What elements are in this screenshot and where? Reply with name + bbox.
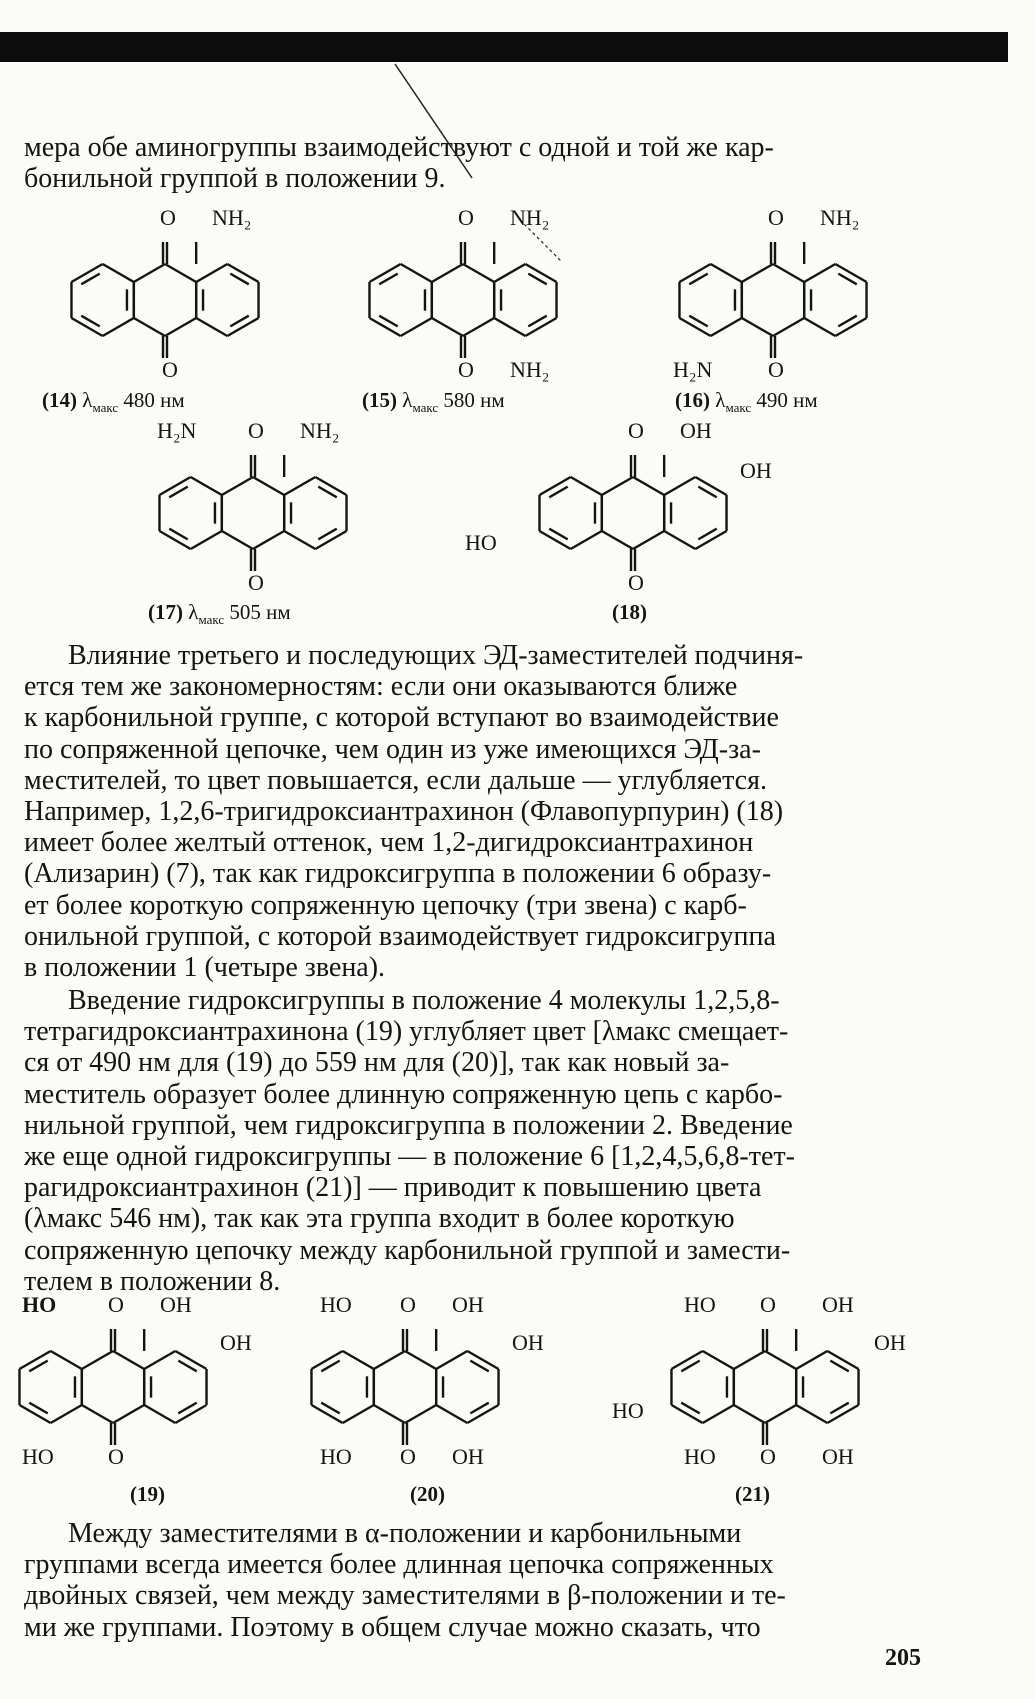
ring-left	[71, 318, 102, 336]
ring-right	[315, 531, 346, 549]
text-line: (Ализарин) (7), так как гидроксигруппа в положении 6 образу-	[24, 858, 772, 890]
ring-left	[343, 1405, 374, 1423]
molecule-18	[465, 418, 785, 598]
anthraquinone-structure	[355, 205, 615, 380]
ring-left	[703, 1405, 734, 1423]
text-line: тетрагидроксиантрахинона (19) углубляет цвет [λмакс смещает-	[24, 1016, 789, 1048]
ring-right	[467, 1351, 498, 1369]
text-line: ся от 490 нм для (19) до 559 нм для (20)], так как новый за-	[24, 1047, 730, 1079]
ring-right	[436, 1351, 467, 1369]
atom-nh2-bottom: NH₂	[510, 357, 550, 382]
ring-center	[405, 1405, 436, 1423]
ring-center	[463, 264, 494, 282]
atom-o-bottom: O	[628, 570, 644, 595]
ring-left	[571, 477, 602, 495]
atom-ho-5: HO	[320, 1444, 352, 1469]
text-line: группами всегда имеется более длинная цепочка сопряженных	[24, 1549, 774, 1581]
ring-right	[284, 477, 315, 495]
text-line: телем в положении 8.	[24, 1265, 281, 1297]
ring-center	[82, 1405, 113, 1423]
ring-left	[311, 1351, 342, 1369]
ring-left	[571, 531, 602, 549]
text-line: двойных связей, чем между заместителями в β-положении и те-	[24, 1580, 786, 1612]
molecule-21	[612, 1292, 932, 1472]
atom-o-top: O	[458, 205, 474, 230]
anthraquinone-structure	[312, 1292, 602, 1467]
ring-right	[196, 264, 227, 282]
molecule-16	[665, 205, 925, 385]
molecule-20	[312, 1292, 602, 1472]
ring-right	[315, 477, 346, 495]
ring-left	[19, 1351, 50, 1369]
ring-center	[134, 318, 165, 336]
atom-nh2: NH₂	[300, 418, 340, 443]
ring-center	[405, 1351, 436, 1369]
ring-right	[827, 1351, 858, 1369]
ring-center	[602, 477, 633, 495]
ring-center	[222, 531, 253, 549]
atom-o-top: O	[768, 205, 784, 230]
ring-right	[796, 1351, 827, 1369]
atom-nh2: NH₂	[212, 205, 252, 230]
text-line: к карбонильной группе, с которой вступают во взаимодействие	[24, 702, 779, 734]
atom-oh-2: OH	[874, 1330, 906, 1355]
atom-o-top: O	[160, 205, 176, 230]
ring-left	[369, 318, 400, 336]
ring-center	[113, 1351, 144, 1369]
text-line: Влияние третьего и последующих ЭД-заместителей подчиня-	[68, 640, 804, 671]
ring-center	[742, 318, 773, 336]
atom-o-bottom: O	[760, 1444, 776, 1469]
caption-17: (17) $\lambda_{макс}$ 505 нм	[148, 600, 291, 628]
top-text	[24, 132, 930, 194]
text-line: местителей, то цвет повышается, если дальше — углубляется.	[24, 764, 767, 796]
ring-left	[703, 1351, 734, 1369]
paragraph-3	[24, 1518, 930, 1643]
ring-right	[284, 531, 315, 549]
text-line: нильной группой, чем гидроксигруппа в положении 2. Введение	[24, 1109, 793, 1141]
ring-right	[175, 1351, 206, 1369]
ring-left	[671, 1351, 702, 1369]
ring-center	[374, 1351, 405, 1369]
atom-o-bottom: O	[458, 357, 474, 382]
ring-center	[165, 264, 196, 282]
atom-ho-6: HO	[612, 1398, 644, 1423]
ring-right	[525, 318, 556, 336]
ring-right	[525, 264, 556, 282]
ring-center	[253, 477, 284, 495]
molecule-17	[145, 418, 405, 598]
ring-left	[311, 1405, 342, 1423]
ring-center	[773, 318, 804, 336]
caption-19: (19)	[130, 1482, 165, 1506]
atom-o-top: O	[400, 1292, 416, 1317]
ring-center	[773, 264, 804, 282]
ring-right	[227, 318, 258, 336]
atom-oh-2: OH	[220, 1330, 252, 1355]
caption-14: (14) $\lambda_{макс}$ 480 нм	[42, 388, 185, 416]
molecule-15	[355, 205, 615, 385]
ring-center	[432, 318, 463, 336]
text-line: мера обе аминогруппы взаимодействуют с одной и той же кар-	[24, 132, 774, 163]
ring-center	[253, 531, 284, 549]
ring-left	[711, 318, 742, 336]
ring-left	[191, 477, 222, 495]
caption-15: (15) $\lambda_{макс}$ 580 нм	[362, 388, 505, 416]
ring-center	[633, 477, 664, 495]
ring-right	[804, 264, 835, 282]
text-line: Введение гидроксигруппы в положение 4 молекулы 1,2,5,8-	[68, 985, 780, 1016]
ring-left	[159, 531, 190, 549]
ring-right	[664, 531, 695, 549]
atom-ho-5: HO	[22, 1444, 54, 1469]
ring-left	[679, 264, 710, 282]
text-line: (λмакс 546 нм), так как эта группа входит в более короткую	[24, 1203, 735, 1235]
ring-right	[835, 318, 866, 336]
caption-21: (21)	[735, 1482, 770, 1506]
atom-oh-1: OH	[680, 418, 712, 443]
text-line: в положении 1 (четыре звена).	[24, 952, 386, 984]
ring-left	[71, 264, 102, 282]
anthraquinone-structure	[612, 1292, 932, 1467]
paragraph-1	[24, 640, 930, 983]
text-line: сопряженную цепочку между карбонильной группой и замести-	[24, 1234, 791, 1266]
atom-oh-2: OH	[512, 1330, 544, 1355]
atom-ho-8: HO	[22, 1292, 57, 1317]
atom-o-top: O	[760, 1292, 776, 1317]
caption-18: (18)	[612, 600, 647, 624]
ring-center	[765, 1405, 796, 1423]
ring-center	[82, 1351, 113, 1369]
anthraquinone-structure	[145, 418, 405, 593]
caption-16: (16) $\lambda_{макс}$ 490 нм	[675, 388, 818, 416]
ring-center	[222, 477, 253, 495]
ring-center	[734, 1405, 765, 1423]
ring-right	[695, 477, 726, 495]
ring-center	[633, 531, 664, 549]
atom-oh-1: OH	[822, 1292, 854, 1317]
atom-nh2: NH₂	[820, 205, 860, 230]
ring-left	[401, 318, 432, 336]
ring-right	[835, 264, 866, 282]
text-line: ет более короткую сопряженную цепочку (три звена) с карб-	[24, 889, 747, 921]
atom-ho-8: HO	[684, 1292, 716, 1317]
ring-right	[664, 477, 695, 495]
ring-center	[113, 1405, 144, 1423]
atom-nh2-top: NH₂	[510, 205, 550, 230]
anthraquinone-structure	[465, 418, 785, 593]
ring-left	[103, 264, 134, 282]
ring-center	[742, 264, 773, 282]
ring-right	[494, 264, 525, 282]
atom-oh-4: OH	[822, 1444, 854, 1469]
ring-center	[602, 531, 633, 549]
molecule-19	[20, 1292, 310, 1472]
text-line: рагидроксиантрахинон (21)] — приводит к повышению цвета	[24, 1172, 762, 1204]
text-line: же еще одной гидроксигруппы — в положение 6 [1,2,4,5,6,8-тет-	[24, 1141, 795, 1173]
ring-left	[191, 531, 222, 549]
ring-center	[734, 1351, 765, 1369]
ring-left	[539, 531, 570, 549]
atom-o-top: O	[108, 1292, 124, 1317]
ring-left	[51, 1351, 82, 1369]
ring-right	[175, 1405, 206, 1423]
atom-o-top: O	[248, 418, 264, 443]
atom-oh-4: OH	[452, 1444, 484, 1469]
paragraph-2	[24, 985, 930, 1297]
anthraquinone-structure	[40, 205, 300, 380]
ring-right	[695, 531, 726, 549]
atom-ho-5: HO	[684, 1444, 716, 1469]
anthraquinone-structure	[20, 1292, 310, 1467]
ring-center	[432, 264, 463, 282]
text-line: ется тем же закономерностям: если они оказываются ближе	[24, 671, 738, 703]
text-line: имеет более желтый оттенок, чем 1,2-дигидроксиантрахинон	[24, 827, 754, 859]
text-line: онильной группой, с которой взаимодействует гидроксигруппа	[24, 920, 776, 952]
ring-right	[804, 318, 835, 336]
atom-h2n: H₂N	[673, 357, 713, 382]
atom-o-top: O	[628, 418, 644, 443]
anthraquinone-structure	[665, 205, 925, 380]
ring-left	[369, 264, 400, 282]
atom-o-bottom: O	[400, 1444, 416, 1469]
text-line: Например, 1,2,6-тригидроксиантрахинон (Флавопурпурин) (18)	[24, 796, 784, 828]
ring-right	[227, 264, 258, 282]
atom-oh-1: OH	[452, 1292, 484, 1317]
atom-ho-8: HO	[320, 1292, 352, 1317]
ring-left	[343, 1351, 374, 1369]
atom-ho-6: HO	[465, 530, 497, 555]
atom-o-bottom: O	[248, 570, 264, 595]
text-line: по сопряженной цепочке, чем один из уже имеющихся ЭД-за-	[24, 733, 761, 765]
ring-left	[711, 264, 742, 282]
ring-center	[463, 318, 494, 336]
ring-right	[494, 318, 525, 336]
atom-o-bottom: O	[162, 357, 178, 382]
atom-o-bottom: O	[768, 357, 784, 382]
ring-right	[436, 1405, 467, 1423]
ring-right	[144, 1351, 175, 1369]
text-line: бонильной группой в положении 9.	[24, 163, 446, 195]
atom-o-bottom: O	[108, 1444, 124, 1469]
page-number: 205	[885, 1645, 921, 1671]
ring-right	[827, 1405, 858, 1423]
ring-left	[103, 318, 134, 336]
ring-center	[374, 1405, 405, 1423]
ring-left	[19, 1405, 50, 1423]
text-line: меститель образует более длинную сопряженную цепь с карбо-	[24, 1078, 783, 1110]
ring-center	[134, 264, 165, 282]
atom-oh-1: OH	[160, 1292, 192, 1317]
atom-oh-2: OH	[740, 458, 772, 483]
ring-center	[765, 1351, 796, 1369]
ring-left	[679, 318, 710, 336]
ring-right	[467, 1405, 498, 1423]
ring-left	[539, 477, 570, 495]
molecule-14	[40, 205, 300, 385]
text-line: ми же группами. Поэтому в общем случае можно сказать, что	[24, 1611, 761, 1643]
text-line: Между заместителями в α-положении и карбонильными	[68, 1518, 742, 1549]
atom-h2n: H₂N	[157, 418, 197, 443]
ring-right	[796, 1405, 827, 1423]
ring-right	[196, 318, 227, 336]
ring-left	[401, 264, 432, 282]
ring-left	[51, 1405, 82, 1423]
caption-20: (20)	[410, 1482, 445, 1506]
ring-center	[165, 318, 196, 336]
ring-left	[671, 1405, 702, 1423]
ring-left	[159, 477, 190, 495]
ring-right	[144, 1405, 175, 1423]
